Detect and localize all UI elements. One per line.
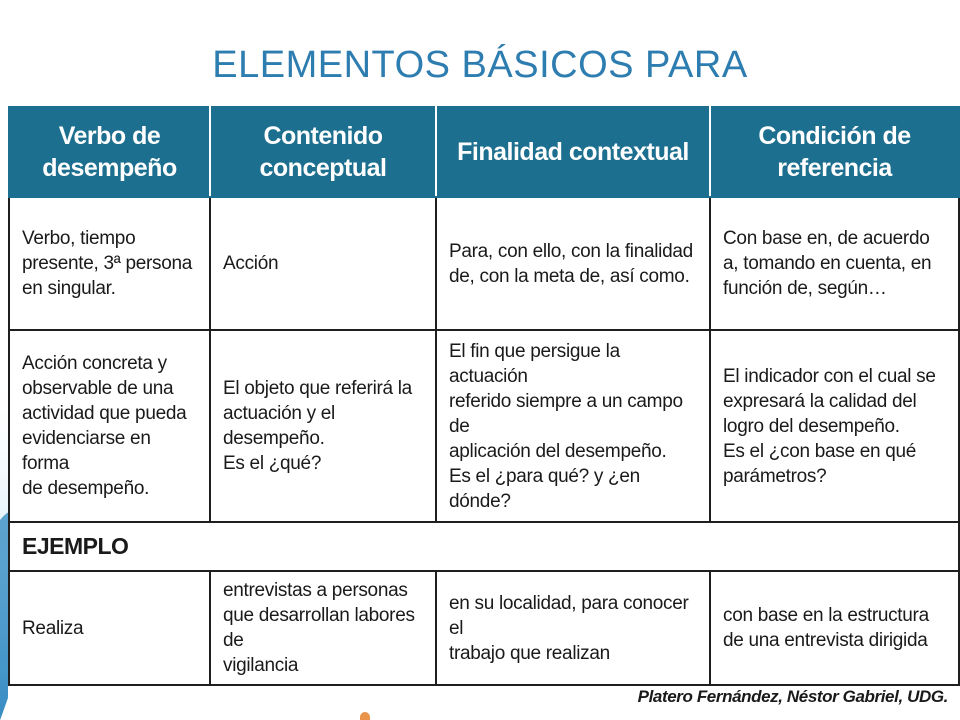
cell-finalidad-forma: Para, con ello, con la finalidad de, con la meta de, así como. [436,197,710,330]
cell-condicion-forma: Con base en, de acuerdo a, tomando en cuenta, en función de, según… [710,197,959,330]
cell-example-finalidad: en su localidad, para conocer el trabajo que realizan [436,571,710,685]
cell-contenido-definicion: El objeto que referirá la actuación y el desempeño. Es el ¿qué? [210,330,436,522]
example-label: EJEMPLO [9,522,959,571]
header-verbo: Verbo de desempeño [9,107,210,197]
source-credit: Platero Fernández, Néstor Gabriel, UDG. [637,687,948,706]
cell-finalidad-definicion: El fin que persigue la actuación referido siempre a un campo de aplicación del desempeño. Es el ¿para qué? y ¿en dónde? [436,330,710,522]
header-condicion: Condición de referencia [710,107,959,197]
logo-fragment-icon [360,712,370,720]
cell-example-verbo: Realiza [9,571,210,685]
elements-table [8,106,960,686]
cell-contenido-forma: Acción [210,197,436,330]
header-finalidad: Finalidad contextual [436,107,710,197]
table-row [9,197,959,330]
header-row [9,107,959,197]
table-row [9,330,959,522]
cell-verbo-forma: Verbo, tiempo presente, 3ª persona en singular. [9,197,210,330]
example-row [9,571,959,685]
cell-verbo-definicion: Acción concreta y observable de una actividad que pueda evidenciarse en forma de desempeño. [9,330,210,522]
cell-condicion-definicion: El indicador con el cual se expresará la calidad del logro del desempeño. Es el ¿con base en qué parámetros? [710,330,959,522]
cell-example-contenido: entrevistas a personas que desarrollan labores de vigilancia [210,571,436,685]
header-contenido: Contenido conceptual [210,107,436,197]
cell-example-condicion: con base en la estructura de una entrevista dirigida [710,571,959,685]
example-label-row [9,522,959,571]
table-image [8,106,958,720]
slide-title: ELEMENTOS BÁSICOS PARA [212,44,748,86]
